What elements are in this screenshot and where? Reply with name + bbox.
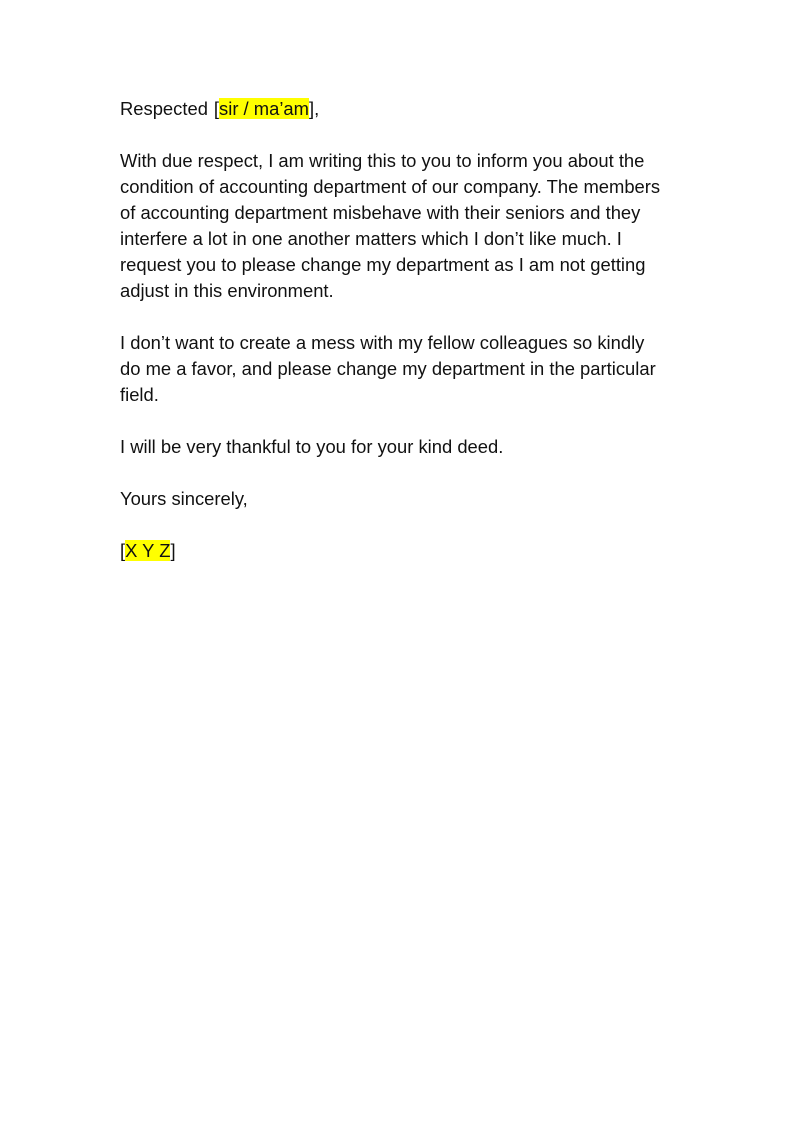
signature-open-bracket: [ bbox=[120, 540, 126, 561]
paragraph-favor: I don’t want to create a mess with my fellow colleagues so kindly do me a favor, and please change my department in the particular field. bbox=[120, 332, 656, 405]
salutation-placeholder-highlight: sir / ma’am bbox=[219, 98, 309, 119]
closing-line: Yours sincerely, bbox=[120, 488, 248, 509]
salutation-line bbox=[120, 96, 680, 122]
signature-placeholder-highlight: X Y Z bbox=[125, 540, 171, 561]
letter-body bbox=[120, 96, 680, 590]
paragraph-thanks: I will be very thankful to you for your kind deed. bbox=[120, 436, 504, 457]
salutation-close-bracket: ], bbox=[308, 98, 320, 119]
signature-line bbox=[120, 538, 680, 564]
signature-close-bracket: ] bbox=[170, 540, 176, 561]
salutation-open-bracket: [ bbox=[213, 98, 220, 119]
paragraph-request: With due respect, I am writing this to you to inform you about the condition of accounting department of our company. The members of accounting department misbehave with their seniors and they interfere a lot in one another matters which I don’t like much. I request you to please change my department as I am not getting adjust in this environment. bbox=[120, 150, 661, 301]
salutation-prefix: Respected bbox=[120, 98, 208, 119]
